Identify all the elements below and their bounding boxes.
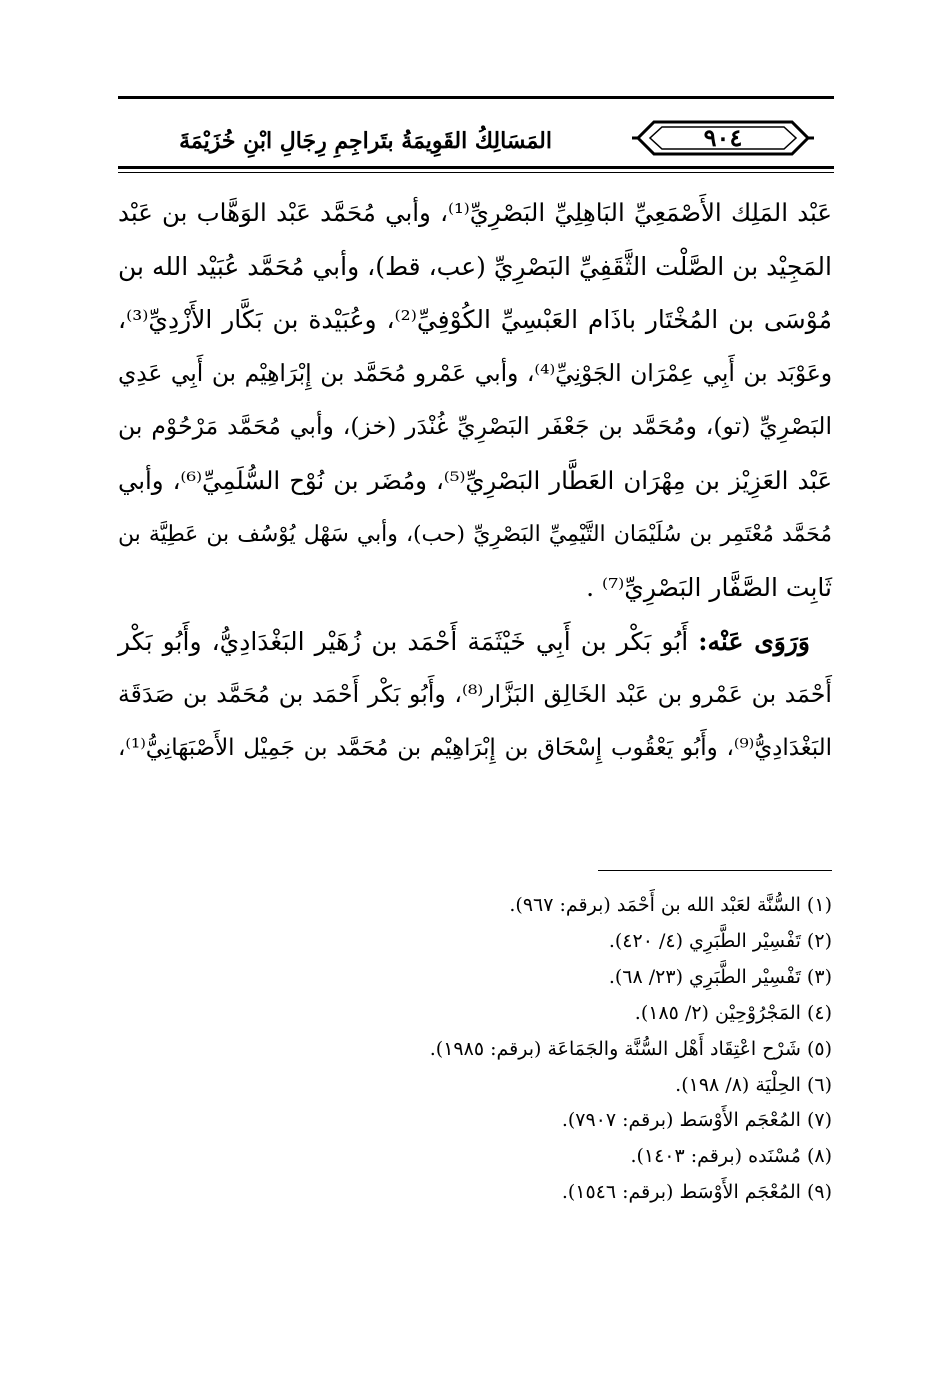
- text-line-with-heading: [118, 615, 832, 669]
- text-line: ثَابِت الصَّفَّار البَصْرِيِّ⁽⁷⁾ .: [586, 573, 832, 603]
- footnote: (٦) الحِلْيَة (٨/ ١٩٨).: [675, 1073, 832, 1096]
- header-top-rule: [118, 96, 834, 99]
- footnote: (٢) تَفْسِيْر الطَّبَرِي (٤/ ٤٢٠).: [608, 929, 832, 952]
- text-line: وعَوْبَد بن أَبِي عِمْرَان الجَوْنِيِّ⁽⁴⁾، وأبي عَمْرو مُحَمَّد بن إِبْرَاهِيْم بن أَبِي عَدِي: [118, 359, 832, 387]
- footnote: (٥) شَرْح اعْتِقَاد أَهْل السُّنَّة والجَمَاعَة (برقم: ١٩٨٥).: [429, 1037, 832, 1060]
- paragraph-students: [118, 615, 832, 776]
- footnote: (٧) المُعْجَم الأَوْسَط (برقم: ٧٩٠٧).: [561, 1109, 832, 1132]
- page-header: [118, 96, 834, 176]
- text-line: البَصْرِيِّ (تو)، ومُحَمَّد بن جَعْفَر البَصْرِيِّ غُنْدَر (خز)، وأبي مُحَمَّد مَرْحُوْم بن: [118, 412, 832, 441]
- header-bottom-rule: [118, 166, 834, 169]
- paragraph-teachers: [118, 186, 832, 615]
- footnotes: [118, 888, 832, 1211]
- running-title: المَسَالِكُ القَوِيمَةُ بتَراجِمِ رِجَالِ ابْنِ خُزَيْمَةَ: [179, 128, 552, 154]
- text-line: البَغْدَادِيُّ⁽⁹⁾، وأَبُو يَعْقُوب إِسْحَاق بن إِبْرَاهِيْم بن مُحَمَّد بن جَمِيْل الأَصْبَهَانِيُّ⁽¹⁾،: [118, 734, 832, 761]
- footnote: (١) السُّنَّة لعَبْد الله بن أَحْمَد (برقم: ٩٦٧).: [509, 894, 832, 916]
- text-line: المَجِيْد بن الصَّلْت الثَّقَفِيِّ البَصْرِيِّ (عب، قط)، وأبي مُحَمَّد عُبَيْد الله بن: [118, 251, 832, 281]
- section-heading: وَرَوَى عَنْه:: [698, 626, 810, 656]
- footnote: (٩) المُعْجَم الأَوْسَط (برقم: ١٥٤٦).: [561, 1181, 832, 1204]
- text-line: أَبُو بَكْر بن أَبِي خَيْثَمَة أَحْمَد بن زُهَيْر البَغْدَادِيُّ، وأَبُو بَكْر: [118, 626, 699, 656]
- text-line: عَبْد المَلِك الأَصْمَعِيِّ البَاهِلِيِّ البَصْرِيِّ⁽¹⁾، وأبي مُحَمَّد عَبْد الوَهَّاب بن عَبْد: [118, 198, 832, 227]
- footnote: (٨) مُسْنَده (برقم: ١٤٠٣).: [630, 1145, 832, 1168]
- header-bottom-thin-rule: [118, 172, 834, 173]
- footnote: (٣) تَفْسِيْر الطَّبَرِي (٢٣/ ٦٨).: [608, 965, 832, 988]
- main-text: [118, 186, 832, 776]
- text-line: مُوْسَى بن المُخْتَار باذَام العَبْسِيِّ الكُوْفِيِّ⁽²⁾، وعُبَيْدة بن بَكَّار الأَزْدِيِّ⁽³⁾،: [118, 305, 833, 335]
- page-number-frame: [632, 118, 814, 158]
- text-line: أَحْمَد بن عَمْرو بن عَبْد الخَالِق البَزَّار⁽⁸⁾، وأَبُو بَكْر أَحْمَد بن مُحَمَّد بن صَدَقَة: [118, 680, 832, 709]
- page-number: ٩٠٤: [703, 123, 743, 152]
- footnote-separator: [598, 870, 832, 871]
- text-line: عَبْد العَزِيْز بن مِهْرَان العَطَّار البَصْرِيِّ⁽⁵⁾، ومُضَر بن نُوْح السُّلَمِيِّ⁽⁶⁾، وأبي: [118, 465, 833, 495]
- text-line: مُحَمَّد مُعْتَمِر بن سُلَيْمَان التَّيْمِيِّ البَصْرِيِّ (حب)، وأبي سَهْل يُوْسُف بن عَطِيَّة بن: [118, 521, 832, 547]
- footnote: (٤) المَجْرُوْحِيْن (٢/ ١٨٥).: [634, 1001, 832, 1024]
